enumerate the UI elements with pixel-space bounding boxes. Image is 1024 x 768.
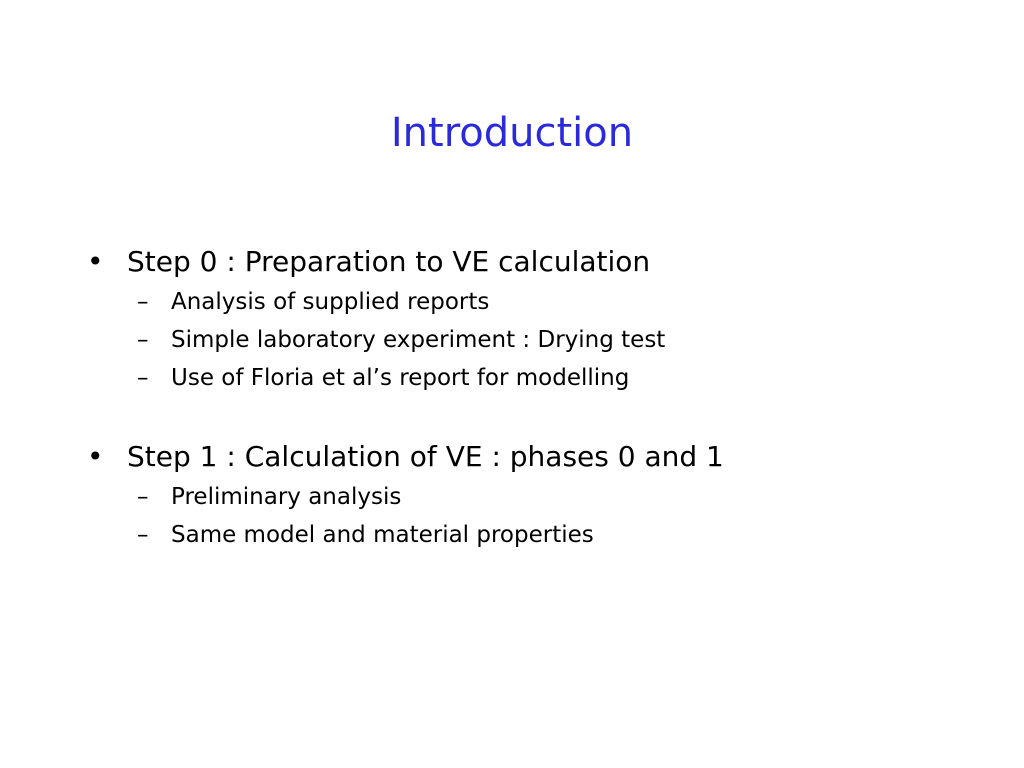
sub-bullet-text: Same model and material properties (171, 522, 594, 548)
bullet-item-step-1 (0, 437, 1024, 477)
sub-bullet-item (0, 284, 1024, 320)
sub-bullet-text: Use of Floria et al’s report for modelling (171, 365, 630, 391)
dash-icon: – (137, 484, 149, 510)
bullet-item-step-0 (0, 242, 1024, 282)
sub-bullet-item (0, 517, 1024, 553)
slide-title: Introduction (390, 110, 634, 156)
sub-bullet-item (0, 479, 1024, 515)
sub-bullet-item (0, 322, 1024, 358)
dash-icon: – (137, 522, 149, 548)
bullet-dot-icon: • (87, 440, 104, 473)
dash-icon: – (137, 365, 149, 391)
dash-icon: – (137, 327, 149, 353)
sub-bullet-text: Preliminary analysis (171, 484, 402, 510)
bullet-text: Step 1 : Calculation of VE : phases 0 and 1 (127, 440, 724, 473)
sub-bullet-text: Simple laboratory experiment : Drying test (171, 327, 666, 353)
dash-icon: – (137, 289, 149, 315)
bullet-dot-icon: • (87, 245, 104, 278)
sub-bullet-text: Analysis of supplied reports (171, 289, 490, 315)
bullet-text: Step 0 : Preparation to VE calculation (127, 245, 651, 278)
sub-bullet-item (0, 360, 1024, 396)
